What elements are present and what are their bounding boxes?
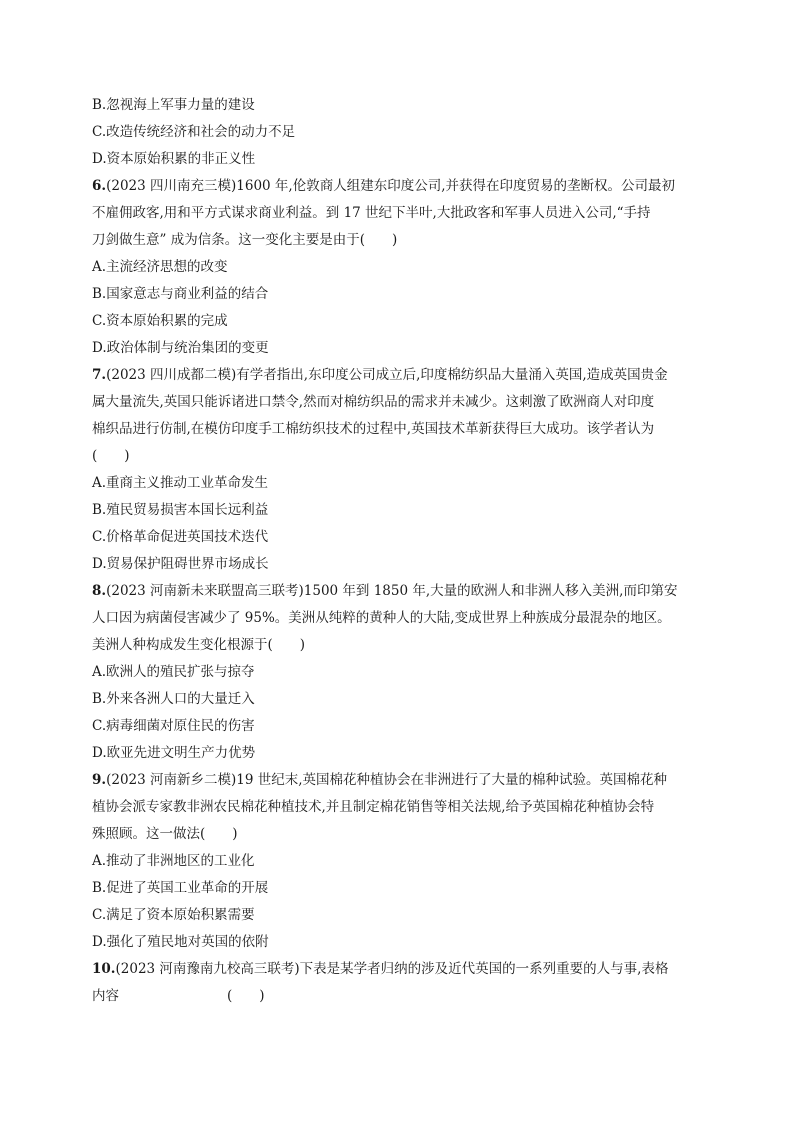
question-line xyxy=(92,767,710,794)
option-c: C.满足了资本原始积累需要 xyxy=(92,907,255,923)
question-line: 棉织品进行仿制,在模仿印度手工棉纺织技术的过程中,英国技术革新获得巨大成功。该学者认为 xyxy=(92,421,655,437)
question-number: 10. xyxy=(92,961,116,977)
question-stem: (2023 四川成都二模)有学者指出,东印度公司成立后,印度棉纺织品大量涌入英国,造成英国贵金 xyxy=(106,367,668,383)
question-line: 人口因为病菌侵害减少了 95%。美洲从纯粹的黄种人的大陆,变成世界上种族成分最混杂的地区。 xyxy=(92,610,671,626)
option-a: A.主流经济思想的改变 xyxy=(92,259,228,275)
question-line xyxy=(92,578,710,605)
question-line: 不雇佣政客,用和平方式谋求商业利益。到 17 世纪下半叶,大批政客和军事人员进入公司,“手持 xyxy=(92,205,651,221)
question-8 xyxy=(92,578,710,767)
question-line: 植协会派专家教非洲农民棉花种植技术,并且制定棉花销售等相关法规,给予英国棉花种植协会特 xyxy=(92,799,655,815)
question-stem: (2023 河南新未来联盟高三联考)1500 年到 1850 年,大量的欧洲人和非洲人移入美洲,而印第安 xyxy=(106,583,678,599)
question-7 xyxy=(92,362,710,578)
question-number: 6. xyxy=(92,178,107,194)
carryover-options xyxy=(92,92,710,173)
question-line xyxy=(92,956,710,983)
question-line: 内容 ( ) xyxy=(92,988,265,1004)
question-number: 9. xyxy=(92,772,107,788)
question-stem: (2023 河南新乡二模)19 世纪末,英国棉花种植协会在非洲进行了大量的棉种试验。英国棉花种 xyxy=(106,772,668,788)
option-d: D.资本原始积累的非正义性 xyxy=(92,151,256,167)
page-content xyxy=(92,92,710,1010)
question-6 xyxy=(92,173,710,362)
question-line: 刀剑做生意” 成为信条。这一变化主要是由于( ) xyxy=(92,232,398,248)
option-a: A.推动了非洲地区的工业化 xyxy=(92,853,255,869)
question-line: ( ) xyxy=(92,448,130,464)
question-stem: (2023 四川南充三模)1600 年,伦敦商人组建东印度公司,并获得在印度贸易的垄断权。公司最初 xyxy=(106,178,676,194)
option-d: D.政治体制与统治集团的变更 xyxy=(92,340,269,356)
option-d: D.贸易保护阻碍世界市场成长 xyxy=(92,556,269,572)
question-stem: (2023 河南豫南九校高三联考)下表是某学者归纳的涉及近代英国的一系列重要的人与事,表格 xyxy=(115,961,669,977)
option-b: B.促进了英国工业革命的开展 xyxy=(92,880,269,896)
option-c: C.价格革命促进英国技术迭代 xyxy=(92,529,269,545)
question-9 xyxy=(92,767,710,956)
question-line xyxy=(92,173,710,200)
question-line: 殊照顾。这一做法( ) xyxy=(92,826,238,842)
option-b: B.国家意志与商业利益的结合 xyxy=(92,286,269,302)
question-line: 美洲人种构成发生变化根源于( ) xyxy=(92,637,306,653)
option-b: B.忽视海上军事力量的建设 xyxy=(92,97,255,113)
question-line xyxy=(92,362,710,389)
option-a: A.重商主义推动工业革命发生 xyxy=(92,475,269,491)
question-number: 7. xyxy=(92,367,107,383)
option-d: D.强化了殖民地对英国的依附 xyxy=(92,934,269,950)
question-number: 8. xyxy=(92,583,107,599)
option-a: A.欧洲人的殖民扩张与掠夺 xyxy=(92,664,255,680)
option-b: B.外来各洲人口的大量迁入 xyxy=(92,691,255,707)
option-b: B.殖民贸易损害本国长远利益 xyxy=(92,502,269,518)
question-line: 属大量流失,英国只能诉诸进口禁令,然而对棉纺织品的需求并未减少。这刺激了欧洲商人对印度 xyxy=(92,394,655,410)
option-c: C.病毒细菌对原住民的伤害 xyxy=(92,718,255,734)
option-c: C.改造传统经济和社会的动力不足 xyxy=(92,124,296,140)
option-c: C.资本原始积累的完成 xyxy=(92,313,228,329)
question-10 xyxy=(92,956,710,1010)
option-d: D.欧亚先进文明生产力优势 xyxy=(92,745,256,761)
